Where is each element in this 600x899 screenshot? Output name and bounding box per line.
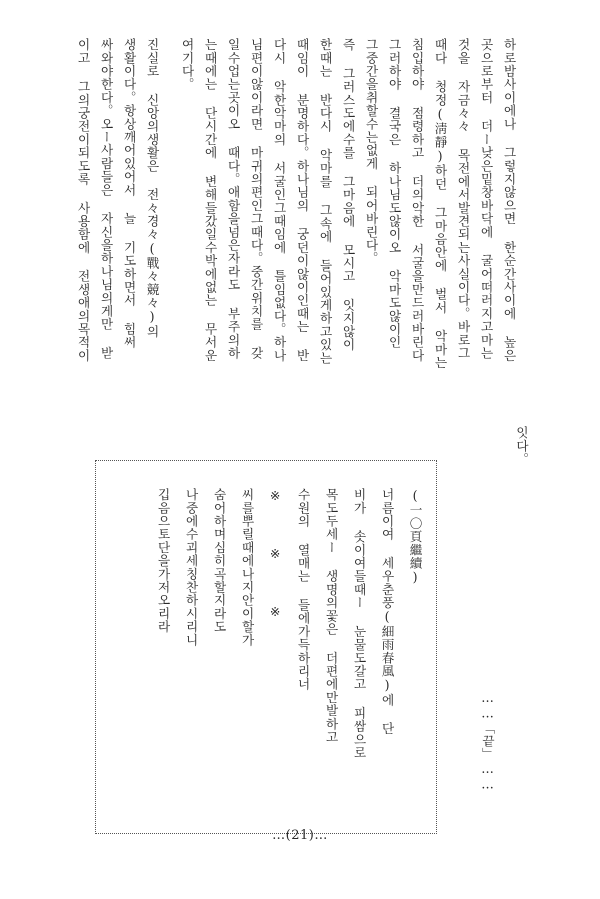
- text-column: 때임이 분명하다。하나님의 궁던이않이인때는 반: [294, 38, 310, 362]
- text-column: 일수업는곳이오 때다。애함을넘은자라도 부주의하: [225, 38, 241, 360]
- box-column: (一〇頁繼續): [407, 488, 423, 586]
- text-column: 진실로 신앙의생활은 전々경々(戰々競々)의: [144, 38, 160, 338]
- text-column: 곳으로부터 더ー낮은밑창바닥에 굴어떠러지고마는: [478, 38, 494, 360]
- box-column: 씨를뿌릴때에나지안이할가: [239, 488, 255, 647]
- text-column: 것을 자금々々 목전에서발견되는사실이다。바로그: [455, 38, 471, 360]
- box-column: 비가 솟이여들때ー 눈물도갈고 피쌈으로: [351, 488, 367, 760]
- box-column: ※ ※ ※: [267, 488, 283, 633]
- text-column: 는때에는 단시간에 변해들갔일수박에없는 무서운: [202, 38, 218, 362]
- box-column: 숨어하며심히곡할지라도: [211, 488, 227, 634]
- text-column: 그중간을취할수는없게 되어바린다。: [363, 38, 379, 265]
- page-number: …(21)…: [272, 828, 328, 843]
- end-mark: ……「끝」……: [480, 690, 495, 792]
- text-column: 침입하야 점령하고 더의악한 서굴을만드러바린다: [409, 38, 425, 362]
- text-column: 다시 악한악마의 서굴인그때임에 틀임없다。하나: [271, 38, 287, 362]
- text-column: 때다 청정(淸靜)하던 그마음안에 벌서 악마는: [432, 38, 448, 370]
- text-column: 님편이않이라면 마귀의편인그때다。중간위치를 갖: [248, 38, 264, 360]
- box-column: 수원의 열매는 들에가득하리너: [295, 488, 311, 691]
- text-column: 하로밤사이에나 그렇지않으면 한순간사이에 높은: [501, 38, 517, 362]
- text-column: 그러하야 결국은 하나님도않이오 악마도않이인: [386, 38, 402, 349]
- box-column: 깁음으토단을가저오리라: [155, 488, 171, 634]
- box-column: 목도두세ー 생명의꽃은 더편에만발하고: [323, 488, 339, 744]
- text-column: 싸와야한다。오ー사람들은 자신을하나님의게만 받: [98, 38, 114, 360]
- ending-text: 잇다。: [514, 426, 529, 466]
- text-column: 여기다。: [179, 38, 195, 91]
- text-column: 생활이다。항상깨어있어서 늘 기도하면서 힘써: [121, 38, 137, 349]
- text-column: 즉 그러스도에수를 그마음에 모시고 잇지않이: [340, 38, 356, 352]
- box-column: 나중에수괴세칭찬하시리니: [183, 488, 199, 647]
- box-column: 너름이여 세우춘풍(細雨春風)에 단: [379, 488, 395, 736]
- text-column: 한때는 반다시 악마를 그속에 들어있게하고있는: [317, 38, 333, 365]
- text-column: 이고 그의궁전이되도록 사용함에 전생애의목적이: [75, 38, 91, 362]
